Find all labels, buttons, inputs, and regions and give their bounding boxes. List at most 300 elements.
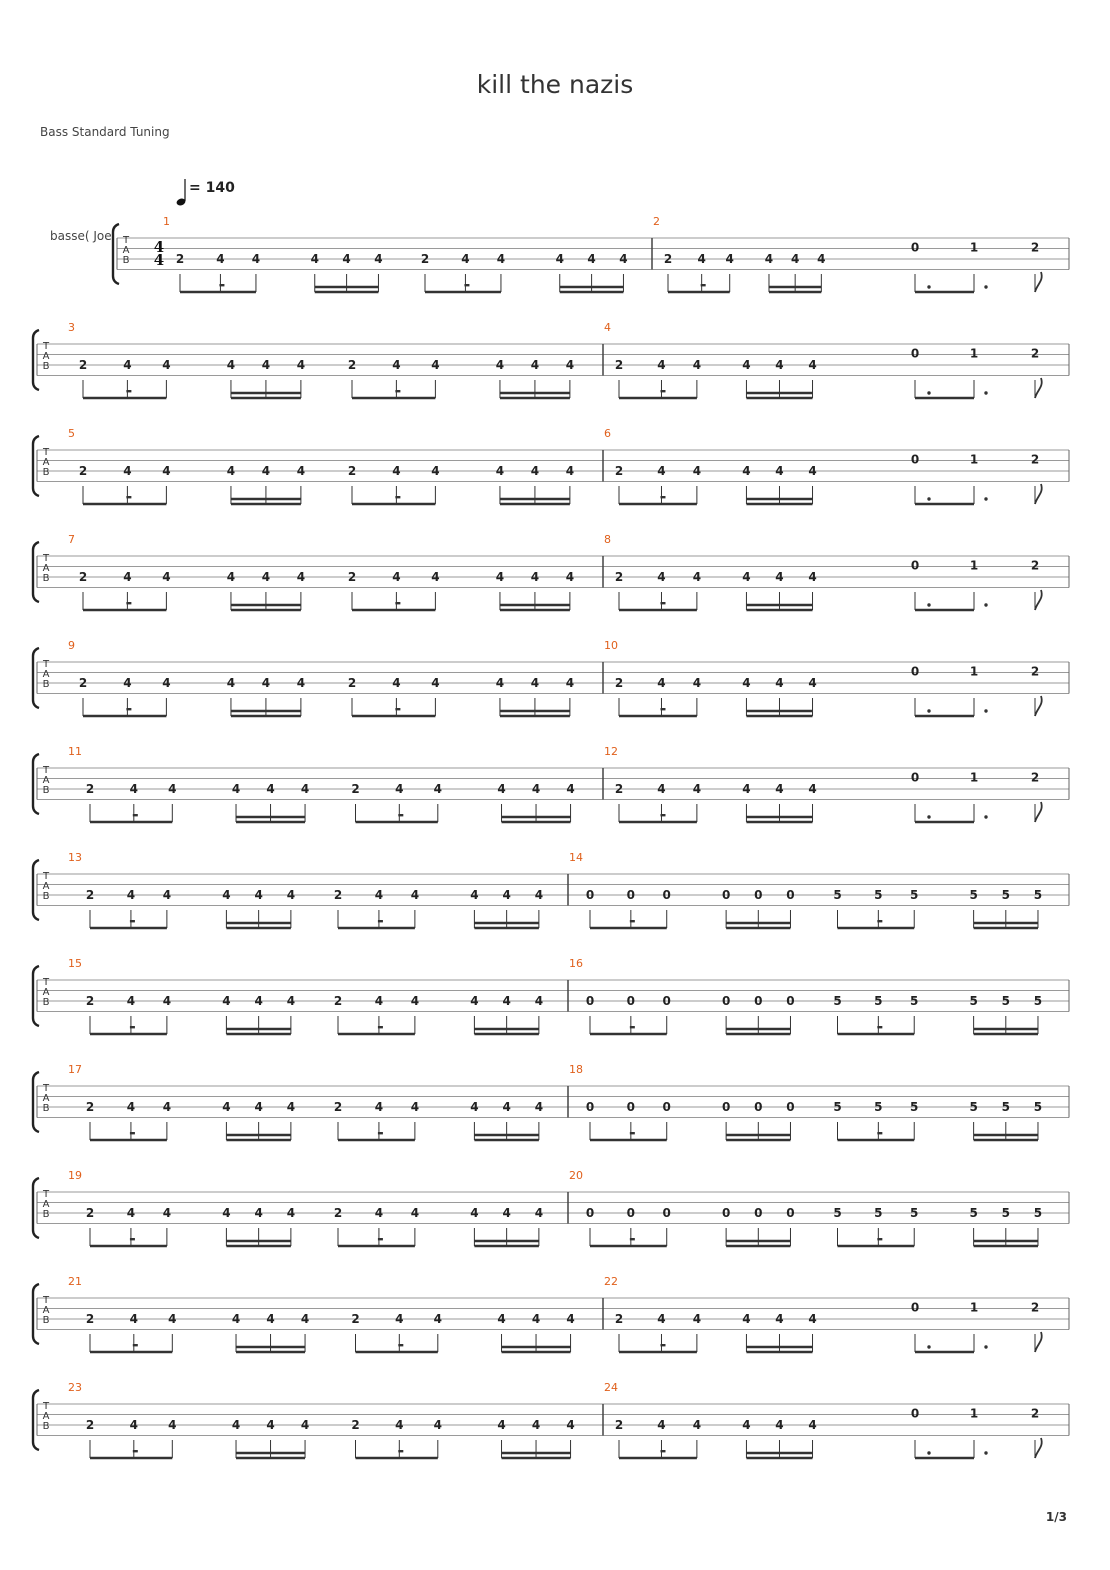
fret-number: 2: [614, 1418, 624, 1432]
measure-number: 12: [604, 745, 618, 758]
fret-number: 4: [657, 1418, 666, 1432]
tab-clef-letter: B: [42, 1209, 50, 1220]
fret-number: 4: [410, 1206, 420, 1220]
measure-number: 7: [68, 533, 75, 546]
fret-number: 4: [410, 994, 420, 1008]
fret-number: 2: [420, 252, 430, 266]
measure-number: 21: [68, 1275, 82, 1288]
fret-number: 0: [626, 1100, 636, 1114]
fret-number: 4: [162, 358, 171, 372]
measure-number: 8: [604, 533, 611, 546]
fret-number: 0: [910, 1300, 920, 1315]
tab-clef-letter: T: [42, 1189, 50, 1200]
tab-clef-letter: A: [42, 563, 50, 574]
fret-number: 4: [742, 1418, 751, 1432]
fret-number: 5: [833, 1100, 842, 1114]
fret-number: 5: [874, 1206, 883, 1220]
fret-number: 5: [1001, 994, 1010, 1008]
fret-number: 5: [1033, 1206, 1043, 1220]
fret-number: 0: [910, 770, 920, 785]
fret-number: 4: [431, 570, 440, 584]
fret-number: 2: [85, 1100, 95, 1114]
tab-clef-letter: B: [42, 997, 50, 1008]
measure-number: 17: [68, 1063, 82, 1076]
fret-number: 4: [162, 1206, 172, 1220]
fret-number: 4: [725, 252, 734, 266]
fret-number: 5: [969, 1206, 978, 1220]
fret-number: 4: [216, 252, 225, 266]
fret-number: 4: [374, 1100, 384, 1114]
fret-number: 4: [251, 252, 261, 266]
note-flag: [1035, 272, 1042, 292]
fret-number: 4: [261, 676, 271, 690]
fret-number: 5: [874, 888, 883, 902]
fret-number: 4: [226, 570, 236, 584]
fret-number: 4: [266, 1418, 275, 1432]
fret-number: 0: [754, 1100, 763, 1114]
fret-number: 4: [497, 1312, 506, 1326]
beam-partial: [395, 390, 400, 392]
fret-number: 1: [969, 770, 979, 785]
tab-clef-letter: B: [42, 891, 50, 902]
fret-number: 4: [395, 1418, 404, 1432]
fret-number: 4: [657, 782, 666, 796]
fret-number: 4: [531, 782, 541, 796]
fret-number: 0: [585, 888, 595, 902]
system-bracket: [33, 648, 39, 708]
fret-number: 4: [162, 464, 171, 478]
fret-number: 5: [874, 994, 883, 1008]
beam-partial: [877, 920, 882, 922]
fret-number: 4: [502, 888, 511, 902]
tab-clef-letter: A: [42, 775, 50, 786]
fret-number: 4: [254, 888, 263, 902]
tab-clef-letter: T: [42, 341, 50, 352]
fret-number: 4: [534, 1206, 544, 1220]
fret-number: 4: [126, 1206, 136, 1220]
dot: [984, 1451, 987, 1454]
beam-partial: [660, 814, 665, 816]
tab-clef-letter: T: [42, 1295, 50, 1306]
measure-number: 3: [68, 321, 75, 334]
fret-number: 5: [1001, 888, 1010, 902]
fret-number: 4: [775, 676, 784, 690]
beam-partial: [701, 284, 706, 286]
tuning-label: Bass Standard Tuning: [40, 125, 170, 139]
fret-number: 4: [808, 1418, 817, 1432]
beam-partial: [398, 814, 403, 816]
fret-number: 4: [775, 782, 784, 796]
fret-number: 4: [129, 1418, 138, 1432]
fret-number: 4: [742, 676, 751, 690]
fret-number: 4: [808, 464, 817, 478]
fret-number: 4: [692, 782, 702, 796]
tab-clef-letter: A: [42, 1411, 50, 1422]
beam-partial: [126, 496, 131, 498]
fret-number: 4: [502, 1206, 511, 1220]
note-flag: [1035, 696, 1042, 716]
beam-partial: [630, 1026, 635, 1028]
fret-number: 4: [231, 782, 241, 796]
fret-number: 4: [531, 1312, 541, 1326]
fret-number: 1: [969, 558, 979, 573]
note-flag: [1035, 378, 1042, 398]
tab-clef-letter: A: [42, 351, 50, 362]
system-bracket: [33, 860, 39, 920]
fret-number: 0: [626, 1206, 636, 1220]
fret-number: 4: [431, 676, 440, 690]
measure-number: 4: [604, 321, 611, 334]
tab-clef-letter: B: [42, 361, 50, 372]
fret-number: 2: [333, 888, 343, 902]
fret-number: 5: [969, 1100, 978, 1114]
fret-number: 4: [470, 888, 479, 902]
fret-number: 2: [333, 994, 343, 1008]
track-name: basse( Joe: [50, 229, 112, 243]
fret-number: 4: [168, 782, 177, 796]
fret-number: 4: [742, 782, 751, 796]
fret-number: 4: [587, 252, 596, 266]
fret-number: 5: [874, 1100, 883, 1114]
dot: [927, 1345, 930, 1348]
fret-number: 4: [495, 676, 505, 690]
beam-partial: [660, 1344, 665, 1346]
fret-number: 5: [969, 994, 978, 1008]
beam-partial: [126, 602, 131, 604]
tab-clef-letter: B: [42, 1103, 50, 1114]
fret-number: 4: [534, 888, 544, 902]
dot: [984, 709, 987, 712]
fret-number: 4: [775, 358, 784, 372]
fret-number: 4: [657, 358, 666, 372]
fret-number: 2: [78, 676, 88, 690]
fret-number: 4: [395, 1312, 404, 1326]
system-bracket: [33, 436, 39, 496]
fret-number: 4: [495, 358, 505, 372]
fret-number: 4: [565, 358, 575, 372]
tab-clef-letter: A: [42, 457, 50, 468]
time-signature-digit: 4: [153, 251, 165, 269]
system-bracket: [33, 1178, 39, 1238]
beam-partial: [130, 920, 135, 922]
fret-number: 4: [495, 570, 505, 584]
fret-number: 4: [502, 1100, 511, 1114]
dot: [984, 285, 987, 288]
fret-number: 4: [619, 252, 628, 266]
fret-number: 4: [123, 358, 132, 372]
measure-number: 23: [68, 1381, 82, 1394]
fret-number: 0: [662, 994, 671, 1008]
page-number: 1/3: [1045, 1510, 1067, 1524]
dot: [984, 603, 987, 606]
fret-number: 4: [296, 676, 306, 690]
fret-number: 2: [1030, 1300, 1040, 1315]
system-bracket: [33, 542, 39, 602]
fret-number: 5: [910, 994, 919, 1008]
fret-number: 0: [626, 994, 636, 1008]
beam-partial: [378, 920, 383, 922]
fret-number: 4: [808, 570, 817, 584]
measure-number: 2: [653, 215, 660, 228]
fret-number: 2: [333, 1100, 343, 1114]
dot: [927, 815, 930, 818]
fret-number: 4: [531, 1418, 541, 1432]
fret-number: 4: [392, 358, 401, 372]
fret-number: 2: [85, 1206, 95, 1220]
tab-clef-letter: T: [42, 977, 50, 988]
fret-number: 2: [85, 782, 95, 796]
tab-clef-letter: B: [42, 785, 50, 796]
fret-number: 4: [342, 252, 351, 266]
beam-partial: [877, 1132, 882, 1134]
fret-number: 2: [614, 1312, 624, 1326]
fret-number: 4: [764, 252, 774, 266]
fret-number: 4: [162, 676, 171, 690]
fret-number: 4: [790, 252, 800, 266]
fret-number: 0: [585, 1206, 595, 1220]
fret-number: 4: [395, 782, 404, 796]
beam-partial: [219, 284, 224, 286]
fret-number: 4: [392, 464, 401, 478]
measure-number: 18: [569, 1063, 583, 1076]
tab-clef-letter: T: [42, 765, 50, 776]
fret-number: 4: [222, 994, 231, 1008]
fret-number: 4: [692, 1418, 702, 1432]
fret-number: 4: [555, 252, 564, 266]
fret-number: 2: [1030, 346, 1040, 361]
system-bracket: [33, 966, 39, 1026]
dot: [927, 391, 930, 394]
fret-number: 4: [374, 888, 384, 902]
fret-number: 4: [261, 570, 271, 584]
measure-number: 9: [68, 639, 75, 652]
beam-partial: [395, 602, 400, 604]
measure-number: 11: [68, 745, 82, 758]
fret-number: 4: [565, 464, 575, 478]
fret-number: 2: [1030, 1406, 1040, 1421]
fret-number: 4: [286, 994, 296, 1008]
beam-partial: [630, 1132, 635, 1134]
fret-number: 4: [692, 358, 702, 372]
fret-number: 4: [495, 464, 505, 478]
fret-number: 0: [910, 346, 920, 361]
fret-number: 4: [126, 888, 136, 902]
fret-number: 4: [461, 252, 470, 266]
fret-number: 4: [261, 358, 271, 372]
fret-number: 2: [347, 570, 357, 584]
beam-partial: [660, 390, 665, 392]
fret-number: 4: [266, 1312, 275, 1326]
fret-number: 4: [808, 782, 817, 796]
fret-number: 2: [1030, 770, 1040, 785]
fret-number: 4: [374, 252, 383, 266]
fret-number: 5: [1033, 888, 1043, 902]
fret-number: 0: [910, 1406, 920, 1421]
fret-number: 4: [374, 1206, 384, 1220]
fret-number: 4: [742, 358, 751, 372]
fret-number: 4: [431, 358, 440, 372]
fret-number: 2: [78, 358, 88, 372]
fret-number: 5: [1001, 1206, 1010, 1220]
fret-number: 4: [742, 464, 751, 478]
beam-partial: [660, 1450, 665, 1452]
measure-number: 6: [604, 427, 611, 440]
fret-number: 1: [969, 240, 979, 255]
fret-number: 4: [296, 358, 306, 372]
fret-number: 4: [168, 1418, 177, 1432]
beam-partial: [133, 1344, 138, 1346]
fret-number: 5: [910, 1100, 919, 1114]
fret-number: 4: [566, 1312, 575, 1326]
measure-number: 13: [68, 851, 82, 864]
fret-number: 5: [969, 888, 978, 902]
beam-partial: [395, 496, 400, 498]
fret-number: 2: [614, 676, 624, 690]
fret-number: 4: [296, 570, 306, 584]
measure-number: 1: [163, 215, 170, 228]
beam-partial: [630, 1238, 635, 1240]
fret-number: 4: [534, 994, 544, 1008]
dot: [927, 603, 930, 606]
system-bracket: [113, 224, 119, 284]
note-flag: [1035, 590, 1042, 610]
fret-number: 2: [1030, 240, 1040, 255]
fret-number: 2: [347, 676, 357, 690]
tempo-marking: = 140: [189, 180, 235, 196]
fret-number: 4: [286, 888, 296, 902]
fret-number: 4: [433, 1312, 442, 1326]
fret-number: 2: [1030, 558, 1040, 573]
fret-number: 4: [286, 1206, 296, 1220]
measure-number: 5: [68, 427, 75, 440]
fret-number: 1: [969, 664, 979, 679]
fret-number: 2: [351, 1418, 360, 1432]
fret-number: 4: [530, 676, 540, 690]
beam-partial: [660, 602, 665, 604]
fret-number: 4: [162, 570, 171, 584]
fret-number: 0: [662, 1100, 671, 1114]
measure-number: 14: [569, 851, 583, 864]
beam-partial: [877, 1026, 882, 1028]
fret-number: 4: [775, 1312, 784, 1326]
fret-number: 4: [692, 1312, 702, 1326]
dot: [984, 497, 987, 500]
system-bracket: [33, 754, 39, 814]
fret-number: 0: [721, 1100, 731, 1114]
tab-clef-letter: A: [122, 245, 130, 256]
beam-partial: [126, 390, 131, 392]
tab-clef-letter: T: [42, 553, 50, 564]
beam-partial: [130, 1238, 135, 1240]
fret-number: 4: [162, 1100, 172, 1114]
fret-number: 2: [175, 252, 185, 266]
fret-number: 2: [1030, 664, 1040, 679]
measure-number: 22: [604, 1275, 618, 1288]
tab-clef-letter: B: [42, 467, 50, 478]
fret-number: 4: [168, 1312, 177, 1326]
fret-number: 4: [300, 1312, 310, 1326]
fret-number: 4: [470, 1206, 479, 1220]
system-bracket: [33, 1072, 39, 1132]
dot: [927, 1451, 930, 1454]
fret-number: 5: [910, 1206, 919, 1220]
system-bracket: [33, 1284, 39, 1344]
fret-number: 4: [808, 1312, 817, 1326]
fret-number: 4: [657, 676, 666, 690]
tab-clef-letter: B: [122, 255, 130, 266]
fret-number: 4: [433, 1418, 442, 1432]
beam-partial: [395, 708, 400, 710]
fret-number: 4: [657, 570, 666, 584]
beam-partial: [133, 814, 138, 816]
fret-number: 4: [657, 464, 666, 478]
tab-clef-letter: B: [42, 1421, 50, 1432]
fret-number: 4: [162, 994, 172, 1008]
fret-number: 4: [129, 782, 138, 796]
fret-number: 4: [742, 1312, 751, 1326]
fret-number: 5: [833, 1206, 842, 1220]
beam-partial: [398, 1450, 403, 1452]
fret-number: 4: [222, 888, 231, 902]
beam-partial: [464, 284, 469, 286]
fret-number: 5: [910, 888, 919, 902]
fret-number: 0: [721, 994, 731, 1008]
fret-number: 2: [85, 994, 95, 1008]
beam-partial: [378, 1132, 383, 1134]
fret-number: 4: [566, 1418, 575, 1432]
fret-number: 5: [1033, 994, 1043, 1008]
tab-clef-letter: A: [42, 881, 50, 892]
measure-number: 15: [68, 957, 82, 970]
fret-number: 4: [470, 1100, 479, 1114]
fret-number: 4: [742, 570, 751, 584]
fret-number: 4: [433, 782, 442, 796]
fret-number: 0: [662, 1206, 671, 1220]
dot: [984, 815, 987, 818]
fret-number: 4: [254, 1206, 263, 1220]
note-flag: [1035, 1438, 1042, 1458]
fret-number: 4: [775, 1418, 784, 1432]
fret-number: 0: [721, 1206, 731, 1220]
fret-number: 5: [833, 888, 842, 902]
fret-number: 4: [502, 994, 511, 1008]
system-bracket: [33, 330, 39, 390]
fret-number: 4: [497, 1418, 506, 1432]
fret-number: 4: [123, 570, 132, 584]
measure-number: 10: [604, 639, 618, 652]
fret-number: 4: [534, 1100, 544, 1114]
fret-number: 4: [530, 464, 540, 478]
fret-number: 4: [565, 570, 575, 584]
measure-number: 20: [569, 1169, 583, 1182]
beam-partial: [133, 1450, 138, 1452]
fret-number: 2: [351, 782, 360, 796]
tab-clef-letter: A: [42, 669, 50, 680]
tab-clef-letter: A: [42, 1093, 50, 1104]
fret-number: 0: [662, 888, 671, 902]
dot: [984, 1345, 987, 1348]
note-flag: [1035, 802, 1042, 822]
tab-clef-letter: T: [122, 235, 130, 246]
fret-number: 2: [351, 1312, 360, 1326]
time-signature-digit: 4: [153, 238, 165, 256]
fret-number: 4: [470, 994, 479, 1008]
fret-number: 4: [231, 1418, 241, 1432]
tab-clef-letter: T: [42, 871, 50, 882]
fret-number: 4: [222, 1206, 231, 1220]
fret-number: 2: [614, 464, 624, 478]
fret-number: 4: [692, 570, 702, 584]
